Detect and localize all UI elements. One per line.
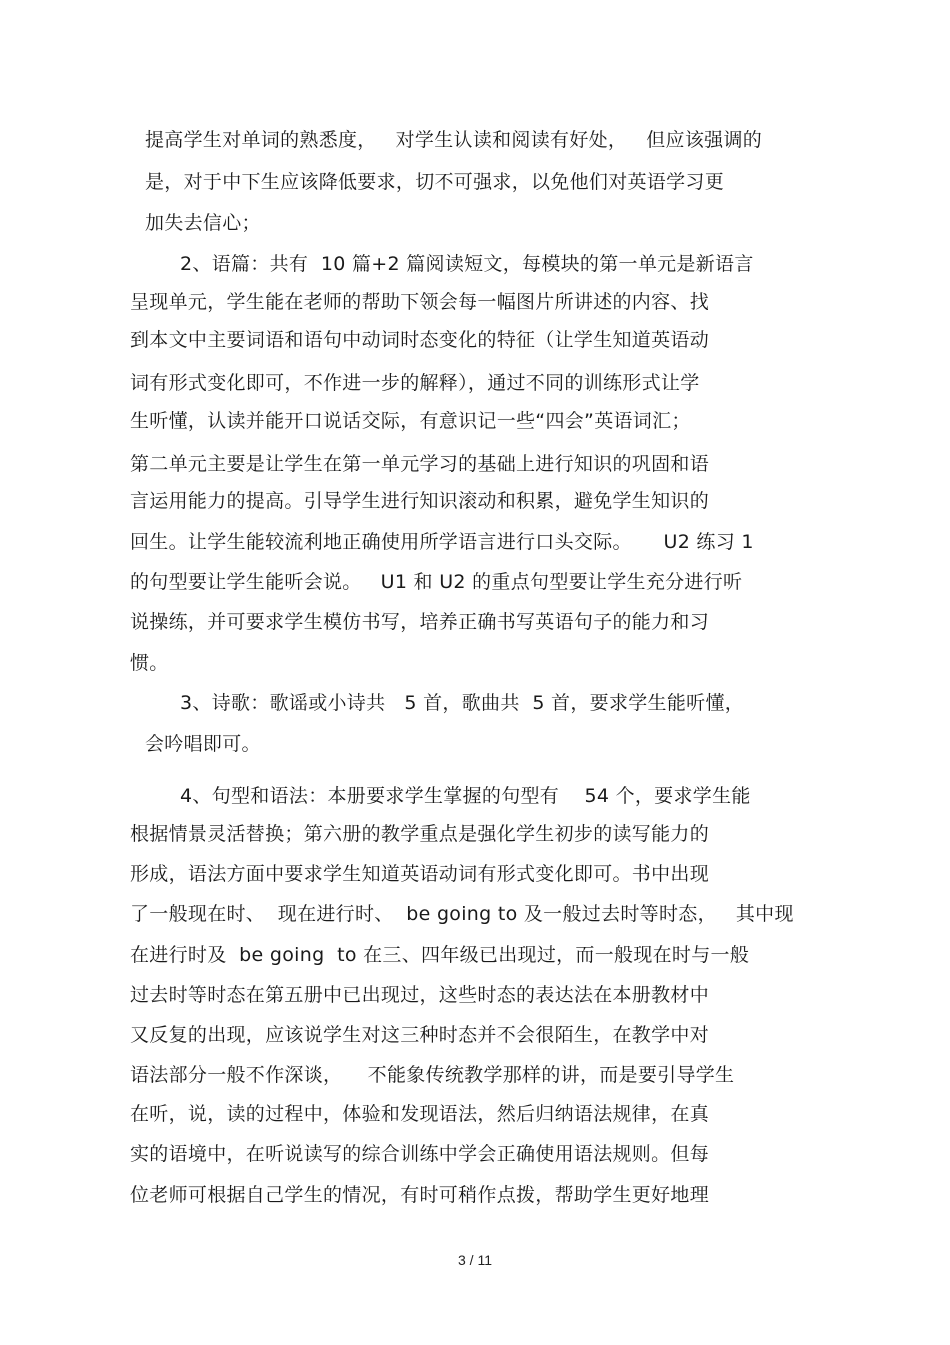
text-line: 实的语境中，在听说读写的综合训练中学会正确使用语法规则。但每	[130, 1143, 710, 1165]
page-number: 3 / 11	[458, 1252, 492, 1268]
text-line: 加失去信心；	[145, 212, 261, 234]
text-line: 回生。让学生能较流利地正确使用所学语言进行口头交际。 U2 练习 1	[130, 531, 754, 553]
text-line: 惯。	[130, 652, 169, 674]
text-line: 过去时等时态在第五册中已出现过，这些时态的表达法在本册教材中	[130, 984, 710, 1006]
text-line: 2、语篇：共有 10 篇+2 篇阅读短文，每模块的第一单元是新语言	[180, 253, 754, 275]
text-line: 在听，说，读的过程中，体验和发现语法，然后归纳语法规律，在真	[130, 1103, 710, 1125]
text-line: 根据情景灵活替换；第六册的教学重点是强化学生初步的读写能力的	[130, 823, 710, 845]
text-line: 呈现单元，学生能在老师的帮助下领会每一幅图片所讲述的内容、找	[130, 291, 710, 313]
text-line: 是，对于中下生应该降低要求，切不可强求，以免他们对英语学习更	[145, 171, 725, 193]
text-line: 提高学生对单词的熟悉度， 对学生认读和阅读有好处， 但应该强调的	[145, 129, 763, 151]
text-line: 形成，语法方面中要求学生知道英语动词有形式变化即可。书中出现	[130, 863, 710, 885]
text-line: 会吟唱即可。	[145, 733, 261, 755]
text-line: 3、诗歌：歌谣或小诗共 5 首，歌曲共 5 首，要求学生能听懂，	[180, 692, 745, 714]
text-line: 4、句型和语法：本册要求学生掌握的句型有 54 个，要求学生能	[180, 785, 751, 807]
text-line: 到本文中主要词语和语句中动词时态变化的特征（让学生知道英语动	[130, 329, 710, 351]
text-line: 位老师可根据自己学生的情况，有时可稍作点拨，帮助学生更好地理	[130, 1184, 710, 1206]
text-line: 的句型要让学生能听会说。 U1 和 U2 的重点句型要让学生充分进行听	[130, 571, 743, 593]
text-line: 言运用能力的提高。引导学生进行知识滚动和积累，避免学生知识的	[130, 490, 710, 512]
text-line: 第二单元主要是让学生在第一单元学习的基础上进行知识的巩固和语	[130, 453, 710, 475]
text-line: 生听懂，认读并能开口说话交际，有意识记一些“四会”英语词汇；	[130, 410, 691, 432]
text-line: 说操练，并可要求学生模仿书写，培养正确书写英语句子的能力和习	[130, 611, 710, 633]
text-line: 语法部分一般不作深谈， 不能象传统教学那样的讲，而是要引导学生	[130, 1064, 735, 1086]
text-line: 了一般现在时、 现在进行时、 be going to 及一般过去时等时态， 其中现	[130, 903, 794, 925]
text-line: 又反复的出现，应该说学生对这三种时态并不会很陌生，在教学中对	[130, 1024, 710, 1046]
text-line: 在进行时及 be going to 在三、四年级已出现过，而一般现在时与一般	[130, 944, 750, 966]
text-line: 词有形式变化即可，不作进一步的解释），通过不同的训练形式让学	[130, 372, 700, 394]
